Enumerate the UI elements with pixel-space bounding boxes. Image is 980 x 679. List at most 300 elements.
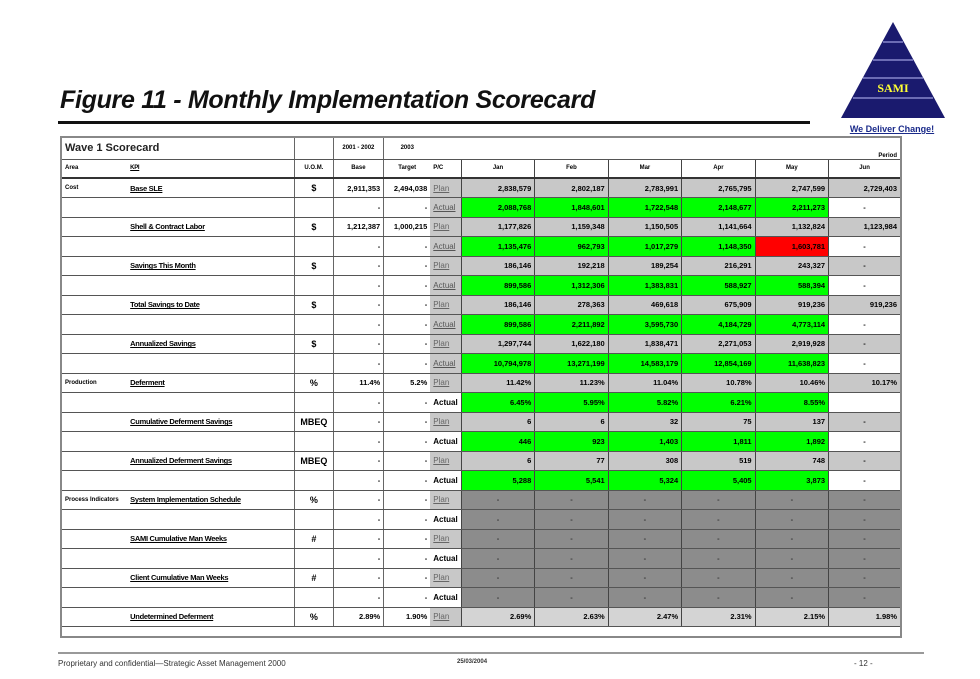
target-cell: - (384, 490, 431, 510)
sheet-title: Wave 1 Scorecard (62, 138, 295, 159)
month-value: - (608, 510, 681, 530)
plan-actual-label: Plan (430, 490, 461, 510)
plan-actual-label: Actual (430, 276, 461, 296)
uom-cell: % (295, 607, 333, 627)
month-value: 5,288 (461, 471, 534, 491)
target-cell: 1.90% (384, 607, 431, 627)
uom-cell: % (295, 490, 333, 510)
month-value: - (682, 490, 755, 510)
area-cell (62, 568, 127, 588)
table-row (62, 568, 900, 588)
target-cell: - (384, 237, 431, 257)
month-header-may: May (755, 159, 828, 178)
month-value-jun: - (829, 334, 900, 354)
month-value: 3,873 (755, 471, 828, 491)
month-value: 1,403 (608, 432, 681, 452)
base-cell: - (333, 529, 384, 549)
month-value-jun: - (829, 568, 900, 588)
month-value-jun: - (829, 510, 900, 530)
table-row (62, 490, 900, 510)
base-cell: - (333, 256, 384, 276)
header-row-1 (62, 138, 900, 159)
plan-actual-label: Plan (430, 178, 461, 198)
month-value: - (535, 568, 608, 588)
month-value: - (682, 588, 755, 608)
target-cell: - (384, 393, 431, 413)
title-underline (58, 121, 810, 124)
uom-cell (295, 588, 333, 608)
kpi-cell: Total Savings to Date (127, 295, 295, 315)
month-value: 186,146 (461, 256, 534, 276)
uom-cell (295, 393, 333, 413)
uom-header: U.O.M. (295, 159, 333, 178)
base-cell: - (333, 490, 384, 510)
month-value: 216,291 (682, 256, 755, 276)
month-value-jun: 919,236 (829, 295, 900, 315)
base-cell: - (333, 334, 384, 354)
month-value: 308 (608, 451, 681, 471)
month-value: - (755, 510, 828, 530)
uom-cell (295, 276, 333, 296)
target-cell: - (384, 451, 431, 471)
month-value: 2.31% (682, 607, 755, 627)
uom-cell: $ (295, 334, 333, 354)
area-cell (62, 510, 127, 530)
month-value: 243,327 (755, 256, 828, 276)
month-value: 1,892 (755, 432, 828, 452)
plan-actual-label: Plan (430, 568, 461, 588)
table-row (62, 451, 900, 471)
month-value: 5,405 (682, 471, 755, 491)
period-header: Period (829, 138, 900, 159)
plan-actual-label: Actual (430, 354, 461, 374)
month-value: 189,254 (608, 256, 681, 276)
base-cell: - (333, 276, 384, 296)
plan-actual-label: Actual (430, 588, 461, 608)
month-value-jun: - (829, 276, 900, 296)
footer-confidential: Proprietary and confidential—Strategic Asset Management 2000 (58, 659, 286, 668)
month-value: 278,363 (535, 295, 608, 315)
month-value: 1,132,824 (755, 217, 828, 237)
kpi-cell: Client Cumulative Man Weeks (127, 568, 295, 588)
plan-actual-label: Actual (430, 237, 461, 257)
month-value: 6.45% (461, 393, 534, 413)
base-header: Base (333, 159, 384, 178)
month-value: - (608, 568, 681, 588)
month-value-jun: - (829, 412, 900, 432)
kpi-cell (127, 510, 295, 530)
month-value: 1,141,664 (682, 217, 755, 237)
month-value: 11.04% (608, 373, 681, 393)
base-cell: - (333, 568, 384, 588)
base-cell: - (333, 432, 384, 452)
base-cell: - (333, 549, 384, 569)
month-value: - (461, 588, 534, 608)
month-value: 2,271,053 (682, 334, 755, 354)
plan-actual-label: Plan (430, 295, 461, 315)
uom-cell (295, 549, 333, 569)
month-value: 748 (755, 451, 828, 471)
area-cell (62, 471, 127, 491)
month-value: 11,638,823 (755, 354, 828, 374)
plan-actual-label: Plan (430, 256, 461, 276)
target-cell: - (384, 198, 431, 218)
month-value: 2,919,928 (755, 334, 828, 354)
area-cell (62, 217, 127, 237)
area-cell (62, 451, 127, 471)
target-cell: - (384, 354, 431, 374)
month-value: - (755, 549, 828, 569)
month-value: 2,747,599 (755, 178, 828, 198)
month-value: 588,927 (682, 276, 755, 296)
base-cell: 2.89% (333, 607, 384, 627)
kpi-cell (127, 198, 295, 218)
month-value: 1,159,348 (535, 217, 608, 237)
month-value-jun: 2,729,403 (829, 178, 900, 198)
month-header-jan: Jan (461, 159, 534, 178)
month-value-jun: - (829, 256, 900, 276)
month-value: 1,312,306 (535, 276, 608, 296)
area-cell (62, 315, 127, 335)
kpi-cell (127, 393, 295, 413)
table-row (62, 549, 900, 569)
table-row (62, 217, 900, 237)
scorecard-sheet (60, 136, 902, 638)
target-cell: - (384, 549, 431, 569)
month-value: 2,088,768 (461, 198, 534, 218)
month-value: 137 (755, 412, 828, 432)
month-value: - (535, 529, 608, 549)
month-header-mar: Mar (608, 159, 681, 178)
month-value: 12,854,169 (682, 354, 755, 374)
month-value: - (682, 549, 755, 569)
month-value-jun: - (829, 490, 900, 510)
logo-tagline: We Deliver Change! (849, 124, 935, 134)
base-cell: - (333, 198, 384, 218)
target-cell: - (384, 315, 431, 335)
uom-cell (295, 315, 333, 335)
month-value: - (608, 490, 681, 510)
month-value-jun: 10.17% (829, 373, 900, 393)
month-value: 13,271,199 (535, 354, 608, 374)
kpi-cell: Annualized Savings (127, 334, 295, 354)
month-value: 77 (535, 451, 608, 471)
plan-actual-label: Actual (430, 315, 461, 335)
base-cell: - (333, 315, 384, 335)
uom-cell: $ (295, 295, 333, 315)
table-row (62, 276, 900, 296)
month-value: - (535, 490, 608, 510)
footer-page-number: - 12 - (854, 659, 873, 668)
area-cell (62, 237, 127, 257)
month-value: 75 (682, 412, 755, 432)
base-cell: 1,212,387 (333, 217, 384, 237)
month-value: 5,324 (608, 471, 681, 491)
month-value: 192,218 (535, 256, 608, 276)
plan-actual-label: Plan (430, 529, 461, 549)
area-cell (62, 607, 127, 627)
kpi-cell (127, 354, 295, 374)
target-cell: - (384, 568, 431, 588)
uom-cell: $ (295, 178, 333, 198)
target-header: Target (384, 159, 431, 178)
kpi-cell (127, 432, 295, 452)
kpi-cell: Annualized Deferment Savings (127, 451, 295, 471)
plan-actual-label: Actual (430, 393, 461, 413)
plan-actual-label: Plan (430, 373, 461, 393)
month-value: 6.21% (682, 393, 755, 413)
target-cell: - (384, 510, 431, 530)
month-value-jun: - (829, 529, 900, 549)
month-value-jun: - (829, 471, 900, 491)
kpi-header: KPI (127, 159, 295, 178)
target-cell: 1,000,215 (384, 217, 431, 237)
month-value-jun: - (829, 432, 900, 452)
month-value: 186,146 (461, 295, 534, 315)
month-value: 2.69% (461, 607, 534, 627)
target-cell: - (384, 588, 431, 608)
month-value-jun: - (829, 237, 900, 257)
kpi-cell (127, 549, 295, 569)
month-value-jun: - (829, 315, 900, 335)
table-row (62, 529, 900, 549)
plan-actual-label: Plan (430, 451, 461, 471)
uom-cell: # (295, 529, 333, 549)
target-cell: 5.2% (384, 373, 431, 393)
month-value-jun: - (829, 451, 900, 471)
uom-cell (295, 237, 333, 257)
header-row-2 (62, 159, 900, 178)
month-value: 2.63% (535, 607, 608, 627)
area-cell (62, 432, 127, 452)
month-value: 899,586 (461, 276, 534, 296)
target-cell: - (384, 276, 431, 296)
plan-actual-label: Actual (430, 471, 461, 491)
month-value: - (461, 529, 534, 549)
month-value: 588,394 (755, 276, 828, 296)
table-row (62, 334, 900, 354)
area-cell (62, 393, 127, 413)
month-value: 4,773,114 (755, 315, 828, 335)
kpi-cell (127, 237, 295, 257)
plan-actual-label: Actual (430, 198, 461, 218)
month-value: 1,848,601 (535, 198, 608, 218)
uom-cell (295, 198, 333, 218)
month-value: 446 (461, 432, 534, 452)
month-header-jun: Jun (829, 159, 900, 178)
month-value: 899,586 (461, 315, 534, 335)
base-cell: - (333, 412, 384, 432)
table-row (62, 588, 900, 608)
pa-header: P/C (430, 159, 461, 178)
table-row (62, 354, 900, 374)
target-cell: - (384, 471, 431, 491)
table-row (62, 256, 900, 276)
target-cell: - (384, 256, 431, 276)
month-value: - (461, 490, 534, 510)
base-period-header: 2001 - 2002 (333, 138, 384, 159)
month-value: 1,177,826 (461, 217, 534, 237)
month-value: 2,765,795 (682, 178, 755, 198)
month-value: 923 (535, 432, 608, 452)
month-value-jun: - (829, 549, 900, 569)
month-value: 675,909 (682, 295, 755, 315)
base-cell: 2,911,353 (333, 178, 384, 198)
uom-cell: $ (295, 256, 333, 276)
kpi-cell: Undetermined Deferment (127, 607, 295, 627)
area-cell: Production (62, 373, 127, 393)
target-cell: - (384, 529, 431, 549)
month-value: 10.46% (755, 373, 828, 393)
kpi-cell: Savings This Month (127, 256, 295, 276)
area-cell (62, 529, 127, 549)
month-value: - (682, 510, 755, 530)
month-value: 1,017,279 (608, 237, 681, 257)
footer-date: 25/03/2004 (457, 659, 488, 665)
month-value: - (608, 588, 681, 608)
month-value: 10,794,978 (461, 354, 534, 374)
month-value: 1,722,548 (608, 198, 681, 218)
month-value: 8.55% (755, 393, 828, 413)
month-value: 2,783,991 (608, 178, 681, 198)
month-value: 6 (461, 451, 534, 471)
month-value: 1,383,831 (608, 276, 681, 296)
area-cell (62, 198, 127, 218)
table-row (62, 315, 900, 335)
area-cell: Cost (62, 178, 127, 198)
month-value: 919,236 (755, 295, 828, 315)
kpi-cell: Base SLE (127, 178, 295, 198)
month-value: 1,148,350 (682, 237, 755, 257)
area-cell (62, 295, 127, 315)
area-cell: Process Indicators (62, 490, 127, 510)
month-value: 2,148,677 (682, 198, 755, 218)
kpi-cell (127, 315, 295, 335)
month-value: 2,211,892 (535, 315, 608, 335)
uom-cell (295, 354, 333, 374)
month-value: 2.15% (755, 607, 828, 627)
target-cell: - (384, 295, 431, 315)
month-value: - (682, 568, 755, 588)
month-value: - (755, 490, 828, 510)
month-value: 1,297,744 (461, 334, 534, 354)
area-cell (62, 549, 127, 569)
month-value-jun: 1,123,984 (829, 217, 900, 237)
table-row (62, 198, 900, 218)
month-value: 10.78% (682, 373, 755, 393)
month-value: 2,838,579 (461, 178, 534, 198)
table-row (62, 373, 900, 393)
plan-actual-label: Plan (430, 217, 461, 237)
base-cell: - (333, 295, 384, 315)
month-value: 5.82% (608, 393, 681, 413)
month-value: 1,811 (682, 432, 755, 452)
plan-actual-label: Actual (430, 549, 461, 569)
uom-cell: % (295, 373, 333, 393)
kpi-cell: System Implementation Schedule (127, 490, 295, 510)
uom-cell: # (295, 568, 333, 588)
table-row (62, 178, 900, 198)
base-cell: - (333, 354, 384, 374)
table-row (62, 295, 900, 315)
area-cell (62, 588, 127, 608)
month-value: - (535, 510, 608, 530)
month-value: 1,603,781 (755, 237, 828, 257)
uom-cell (295, 471, 333, 491)
plan-actual-label: Actual (430, 432, 461, 452)
base-cell: 11.4% (333, 373, 384, 393)
month-value-jun (829, 393, 900, 413)
target-period-header: 2003 (384, 138, 431, 159)
page-title: Figure 11 - Monthly Implementation Scorecard (60, 86, 596, 114)
plan-actual-label: Plan (430, 412, 461, 432)
base-cell: - (333, 393, 384, 413)
target-cell: - (384, 334, 431, 354)
month-value: 2,211,273 (755, 198, 828, 218)
month-value: - (461, 510, 534, 530)
kpi-cell: Cumulative Deferment Savings (127, 412, 295, 432)
plan-actual-label: Plan (430, 334, 461, 354)
month-value: 14,583,179 (608, 354, 681, 374)
month-value: - (755, 588, 828, 608)
kpi-cell: Shell & Contract Labor (127, 217, 295, 237)
month-value: - (608, 529, 681, 549)
month-value: 1,135,476 (461, 237, 534, 257)
target-cell: - (384, 412, 431, 432)
month-value: 2,802,187 (535, 178, 608, 198)
target-cell: 2,494,038 (384, 178, 431, 198)
kpi-cell: Deferment (127, 373, 295, 393)
uom-cell: MBEQ (295, 412, 333, 432)
month-value: 1,622,180 (535, 334, 608, 354)
plan-actual-label: Plan (430, 607, 461, 627)
month-value: - (755, 529, 828, 549)
svg-text:SAMI: SAMI (877, 81, 909, 95)
area-cell (62, 276, 127, 296)
kpi-cell (127, 588, 295, 608)
month-value: 6 (461, 412, 534, 432)
table-row (62, 471, 900, 491)
uom-cell: $ (295, 217, 333, 237)
month-value: 519 (682, 451, 755, 471)
uom-cell (295, 432, 333, 452)
base-cell: - (333, 588, 384, 608)
month-value-jun: - (829, 198, 900, 218)
area-cell (62, 354, 127, 374)
month-value: - (461, 549, 534, 569)
base-cell: - (333, 510, 384, 530)
month-value: 5.95% (535, 393, 608, 413)
month-value: 4,184,729 (682, 315, 755, 335)
month-value: 5,541 (535, 471, 608, 491)
kpi-cell (127, 471, 295, 491)
table-row (62, 393, 900, 413)
base-cell: - (333, 451, 384, 471)
month-value-jun: - (829, 588, 900, 608)
month-value: 2.47% (608, 607, 681, 627)
month-value: 1,150,505 (608, 217, 681, 237)
month-value-jun: - (829, 354, 900, 374)
month-value: - (682, 529, 755, 549)
month-value: 469,618 (608, 295, 681, 315)
scorecard-table (62, 138, 900, 627)
area-cell (62, 412, 127, 432)
month-value: - (608, 549, 681, 569)
plan-actual-label: Actual (430, 510, 461, 530)
table-row (62, 237, 900, 257)
uom-cell: MBEQ (295, 451, 333, 471)
month-value: - (535, 549, 608, 569)
